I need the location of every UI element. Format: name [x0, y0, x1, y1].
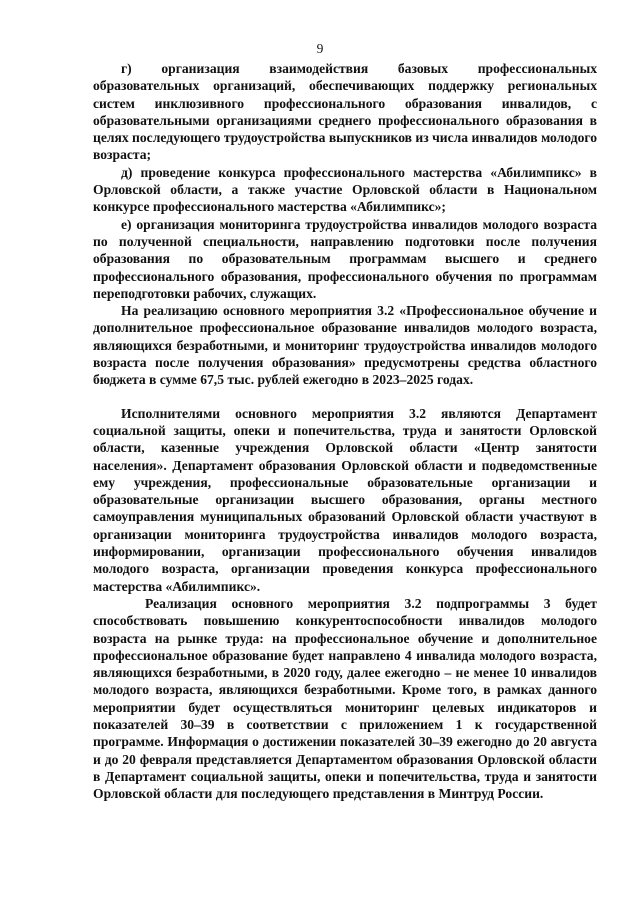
paragraph-implementation: Реализация основного мероприятия 3.2 подпрограммы 3 будет способствовать повышению конкурентоспособности инвалидов молодого возраста на рынке труда: на профессиональное обучение и дополнительное профессиональное образование будет направлено 4 инвалида молодого возраста, являющихся безработными, в 2020 году, далее ежегодно – не менее 10 инвалидов молодого возраста, являющихся безработными. Кроме того, в рамках данного мероприятии будет осуществляться мониторинг целевых индикаторов и показателей 30–39 в соответствии с приложением 1 к государственной программе. Информация о достижении показателей 30–39 ежегодно до 20 августа и до 20 февраля представляется Департаментом образования Орловской области в Департамент социальной защиты, опеки и попечительства, труда и занятости Орловской области для последующего представления в Минтруд России. — [93, 595, 597, 802]
paragraph-item-e: е) организация мониторинга трудоустройства инвалидов молодого возраста по полученной специальности, направлению подготовки после получения образования по образовательным программам высшего и среднего профессионального образования, профессионального обучения по программам переподготовки рабочих, служащих. — [93, 216, 597, 301]
paragraph-item-d: д) проведение конкурса профессионального мастерства «Абилимпикс» в Орловской области, а также участие Орловской области в Национальном конкурсе профессионального мастерства «Абилимпикс»; — [93, 164, 597, 215]
paragraph-funding: На реализацию основного мероприятия 3.2 «Профессиональное обучение и дополнительное профессиональное образование инвалидов молодого возраста, являющихся безработными, и мониторинг трудоустройства инвалидов молодого возраста после получения образования» предусмотрены средства областного бюджета в сумме 67,5 тыс. рублей ежегодно в 2023–2025 годах. — [93, 303, 597, 388]
paragraph-executors: Исполнителями основного мероприятия 3.2 являются Департамент социальной защиты, опеки и попечительства, труда и занятости Орловской области, казенные учреждения Орловской области «Центр занятости населения». Департамент образования Орловской области и подведомственные ему учреждения, профессиональные образовательные организации и образовательные организации высшего образования, органы местного самоуправления муниципальных образований Орловской области участвуют в организации мониторинга трудоустройства инвалидов молодого возраста, информировании, организации профессионального обучения инвалидов молодого возраста, организации проведения конкурса профессионального мастерства «Абилимпикс». — [93, 405, 597, 594]
paragraph-item-g: г) организация взаимодействия базовых профессиональных образовательных организаций, обеспечивающих поддержку региональных систем инклюзивного профессионального образования инвалидов, с образовательными организациями среднего профессионального образования в целях последующего трудоустройства выпускников из числа инвалидов молодого возраста; — [93, 61, 597, 163]
document-body — [93, 60, 597, 802]
page-number: 9 — [316, 41, 324, 56]
